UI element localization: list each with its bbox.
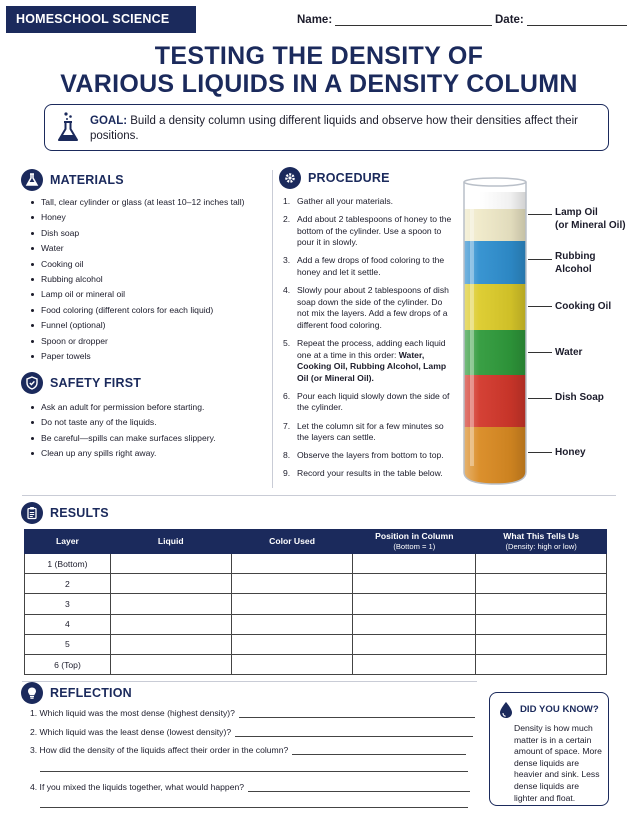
procedure-step: 6. Pour each liquid slowly down the side of the cylinder. xyxy=(283,390,450,413)
answer-line[interactable] xyxy=(235,728,473,737)
table-row xyxy=(25,634,607,654)
procedure-step: 1. Gather all your materials. xyxy=(283,196,393,206)
name-line[interactable] xyxy=(335,14,492,26)
position-cell[interactable] xyxy=(353,574,476,594)
position-cell[interactable] xyxy=(353,594,476,614)
safety-heading xyxy=(21,372,141,394)
reflection-question-4: 4. If you mixed the liquids together, what would happen? xyxy=(30,782,470,792)
table-row xyxy=(25,594,607,614)
materials-heading xyxy=(21,169,124,191)
water-drop-icon xyxy=(498,701,514,719)
answer-line[interactable] xyxy=(40,771,468,772)
color-cell[interactable] xyxy=(231,574,353,594)
goal-description: Build a density column using different liquids and observe how their densities affect their positions. xyxy=(90,115,578,142)
layer-pointer xyxy=(528,452,552,453)
page-title-line2: VARIOUS LIQUIDS IN A DENSITY COLUMN xyxy=(60,70,578,98)
layer-cell: 4 xyxy=(25,614,111,634)
meaning-cell[interactable] xyxy=(476,574,607,594)
shield-icon xyxy=(21,372,43,394)
materials-title: MATERIALS xyxy=(50,173,124,187)
procedure-step: 5. Repeat the process, adding each liquid one at a time in this order: Water, Cooking Oil, Rubbing Alcohol, Lamp Oil (or Mineral Oil). xyxy=(283,337,447,383)
density-column-cylinder xyxy=(458,172,532,487)
list-item: Spoon or dropper xyxy=(28,334,244,349)
reflection-title: REFLECTION xyxy=(50,686,132,700)
layer-label-dish-soap: Dish Soap xyxy=(555,392,604,403)
procedure-list xyxy=(283,196,453,486)
color-cell[interactable] xyxy=(231,554,353,574)
procedure-step: 8. Observe the layers from bottom to top. xyxy=(283,450,444,461)
layer-label-cooking-oil: Cooking Oil xyxy=(555,301,612,312)
table-row xyxy=(25,574,607,594)
flask-icon xyxy=(55,111,81,143)
section-divider xyxy=(22,495,616,496)
list-item: Clean up any spills right away. xyxy=(28,446,216,461)
safety-title: SAFETY FIRST xyxy=(50,376,142,390)
name-label: Name: xyxy=(297,14,333,26)
answer-line[interactable] xyxy=(248,783,470,792)
procedure-step: 9. Record your results in the table below. xyxy=(283,468,443,479)
goal-label: GOAL: xyxy=(90,115,128,127)
reflection-question-3: 3. How did the density of the liquids affect their order in the column? xyxy=(30,745,466,755)
answer-line[interactable] xyxy=(292,746,466,755)
reflection-heading xyxy=(21,682,132,704)
position-cell[interactable] xyxy=(353,634,476,654)
layer-pointer xyxy=(528,259,552,260)
list-item: Cooking oil xyxy=(28,257,244,272)
did-you-know-text: Density is how much matter is in a certain amount of space. More dense liquids are heavier and sink. Less dense liquids are lighter and float. xyxy=(514,723,602,803)
goal-box xyxy=(44,104,609,151)
results-heading xyxy=(21,502,109,524)
layer-label-lamp-oil: Lamp Oil (or Mineral Oil) xyxy=(555,207,626,231)
table-row xyxy=(25,554,607,574)
layer-cell: 1 (Bottom) xyxy=(25,554,111,574)
layer-label-rubbing-alcohol: Rubbing Alcohol xyxy=(555,251,596,275)
procedure-title: PROCEDURE xyxy=(308,171,390,185)
layer-cell: 2 xyxy=(25,574,111,594)
liquid-cell[interactable] xyxy=(110,634,231,654)
layer-pointer xyxy=(528,352,552,353)
layer-label-honey: Honey xyxy=(555,447,586,458)
layer-cell: 5 xyxy=(25,634,111,654)
page-title-line1: TESTING THE DENSITY OF xyxy=(154,42,484,70)
did-you-know-box xyxy=(489,692,609,806)
list-item: Do not taste any of the liquids. xyxy=(28,415,216,430)
name-field xyxy=(297,14,492,26)
layer-pointer xyxy=(528,214,552,215)
list-item: Lamp oil or mineral oil xyxy=(28,287,244,302)
flask-icon xyxy=(21,169,43,191)
color-cell[interactable] xyxy=(231,654,353,674)
color-cell[interactable] xyxy=(231,634,353,654)
reflection-question-2: 2. Which liquid was the least dense (lowest density)? xyxy=(30,727,473,737)
position-cell[interactable] xyxy=(353,554,476,574)
date-line[interactable] xyxy=(527,14,627,26)
lightbulb-icon xyxy=(21,682,43,704)
layer-cell: 3 xyxy=(25,594,111,614)
position-cell[interactable] xyxy=(353,654,476,674)
liquid-cell[interactable] xyxy=(110,614,231,634)
meaning-cell[interactable] xyxy=(476,594,607,614)
column-header-meaning: What This Tells Us (Density: high or low) xyxy=(476,530,607,554)
layer-label-water: Water xyxy=(555,347,583,358)
brand-label: HOMESCHOOL SCIENCE LAB xyxy=(6,6,196,33)
layer-cell: 6 (Top) xyxy=(25,654,111,674)
gear-icon xyxy=(279,167,301,189)
procedure-step: 2. Add about 2 tablespoons of honey to the bottom of the cylinder. Use a spoon to pour it in slowly. xyxy=(283,214,452,248)
column-header-layer: Layer xyxy=(25,530,111,554)
date-label: Date: xyxy=(495,14,524,26)
list-item: Water xyxy=(28,241,244,256)
table-row xyxy=(25,654,607,674)
layer-pointer xyxy=(528,306,552,307)
clipboard-icon xyxy=(21,502,43,524)
date-field xyxy=(495,14,627,26)
table-row xyxy=(25,614,607,634)
did-you-know-title: DID YOU KNOW? xyxy=(520,704,599,715)
meaning-cell[interactable] xyxy=(476,614,607,634)
results-table xyxy=(24,529,607,675)
procedure-step: 7. Let the column sit for a few minutes so the layers can settle. xyxy=(283,420,444,443)
safety-list xyxy=(28,400,216,462)
meaning-cell[interactable] xyxy=(476,654,607,674)
procedure-step: 4. Slowly pour about 2 tablespoons of dish soap down the side of the cylinder. Do not mix the layers. Add a few drops of a different food coloring. xyxy=(283,285,449,330)
column-header-color: Color Used xyxy=(231,530,353,554)
list-item: Tall, clear cylinder or glass (at least 10–12 inches tall) xyxy=(28,195,244,210)
column-header-position: Position in Column (Bottom = 1) xyxy=(353,530,476,554)
liquid-cell[interactable] xyxy=(110,574,231,594)
goal-text xyxy=(90,114,595,144)
list-item: Dish soap xyxy=(28,226,244,241)
list-item: Ask an adult for permission before starting. xyxy=(28,400,216,415)
results-title: RESULTS xyxy=(50,506,109,520)
list-item: Rubbing alcohol xyxy=(28,272,244,287)
list-item: Be careful—spills can make surfaces slippery. xyxy=(28,431,216,446)
color-cell[interactable] xyxy=(231,594,353,614)
color-cell[interactable] xyxy=(231,614,353,634)
liquid-cell[interactable] xyxy=(110,594,231,614)
liquid-cell[interactable] xyxy=(110,654,231,674)
meaning-cell[interactable] xyxy=(476,554,607,574)
list-item: Paper towels xyxy=(28,349,244,364)
reflection-question-1: 1. Which liquid was the most dense (highest density)? xyxy=(30,708,475,718)
answer-line[interactable] xyxy=(239,709,475,718)
list-item: Food coloring (different colors for each liquid) xyxy=(28,303,244,318)
table-header-row xyxy=(25,530,607,554)
procedure-heading xyxy=(279,167,390,189)
procedure-step: 3. Add a few drops of food coloring to the honey and let it settle. xyxy=(283,255,445,277)
list-item: Honey xyxy=(28,210,244,225)
column-divider xyxy=(272,170,273,488)
meaning-cell[interactable] xyxy=(476,634,607,654)
layer-pointer xyxy=(528,398,552,399)
answer-line[interactable] xyxy=(40,807,468,808)
materials-list xyxy=(28,195,244,364)
list-item: Funnel (optional) xyxy=(28,318,244,333)
column-header-liquid: Liquid xyxy=(110,530,231,554)
liquid-cell[interactable] xyxy=(110,554,231,574)
position-cell[interactable] xyxy=(353,614,476,634)
